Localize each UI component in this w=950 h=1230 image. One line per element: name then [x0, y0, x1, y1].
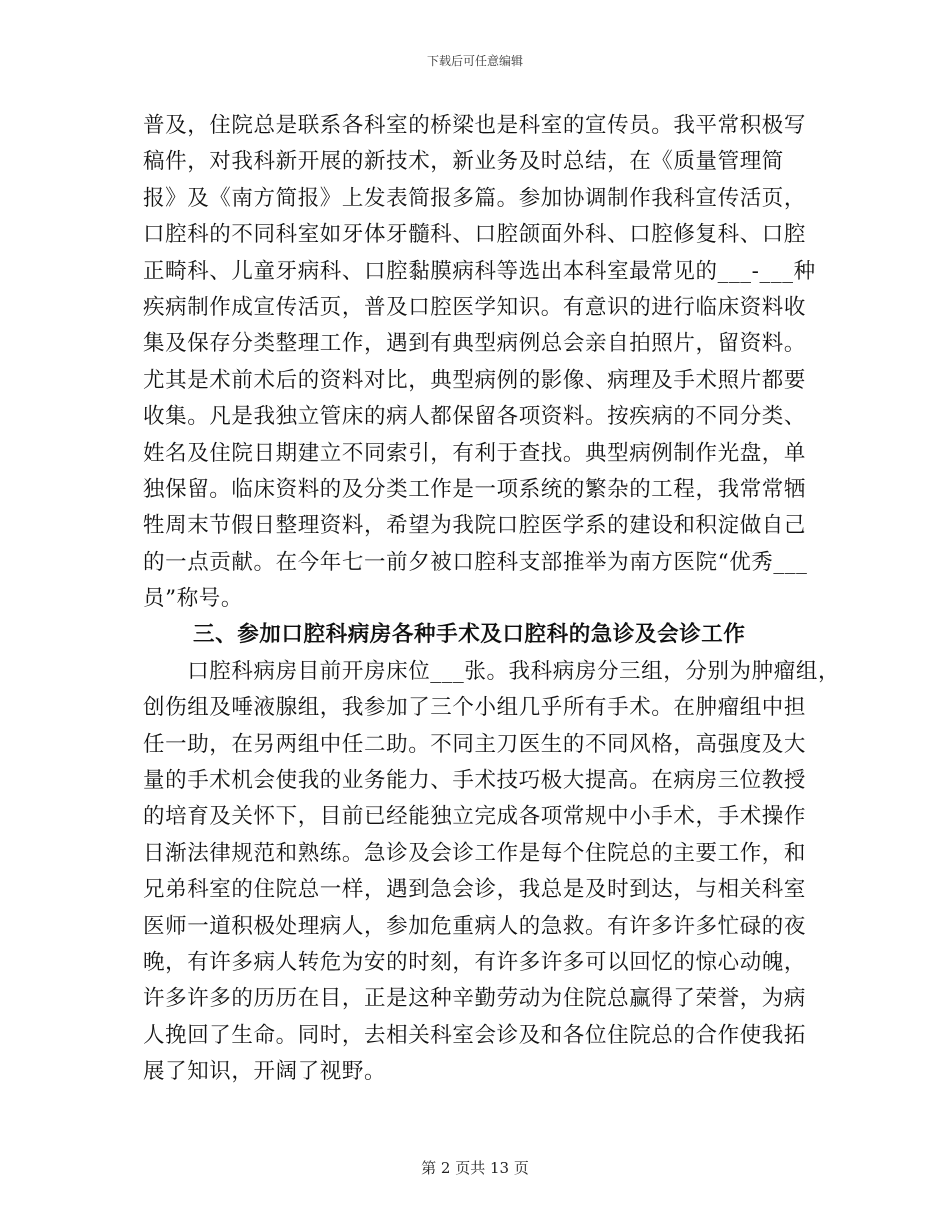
body-line: 正畸科、儿童牙病科、口腔黏膜病科等选出本科室最常见的___-___种 — [143, 258, 816, 284]
body-line: 量的手术机会使我的业务能力、手术技巧极大提高。在病房三位教授 — [143, 768, 807, 794]
body-line: 独保留。临床资料的及分类工作是一项系统的繁杂的工程，我常常牺 — [143, 476, 807, 502]
page-footer: 第 2 页共 13 页 — [421, 1159, 529, 1177]
body-line: 的培育及关怀下，目前已经能独立完成各项常规中小手术，手术操作 — [143, 804, 807, 830]
body-line: 创伤组及唾液腺组，我参加了三个小组几乎所有手术。在肿瘤组中担 — [143, 695, 807, 721]
body-line: 日渐法律规范和熟练。急诊及会诊工作是每个住院总的主要工作，和 — [143, 840, 807, 866]
body-line: 尤其是术前术后的资料对比，典型病例的影像、病理及手术照片都要 — [143, 367, 807, 393]
body-line: 任一助，在另两组中任二助。不同主刀医生的不同风格，高强度及大 — [143, 731, 807, 757]
body-line: 口腔科的不同科室如牙体牙髓科、口腔颌面外科、口腔修复科、口腔 — [143, 222, 807, 248]
body-line: 晚，有许多病人转危为安的时刻，有许多许多可以回忆的惊心动魄， — [143, 949, 807, 975]
body-line: 口腔科病房目前开房床位___张。我科病房分三组，分别为肿瘤组， — [143, 658, 841, 684]
body-line: 稿件，对我科新开展的新技术，新业务及时总结，在《质量管理简 — [143, 149, 784, 175]
document-body — [143, 108, 841, 1091]
body-line: 员”称号。 — [143, 586, 243, 612]
body-line: 人挽回了生命。同时，去相关科室会诊及和各位住院总的合作使我拓 — [143, 1022, 807, 1048]
page-header: 下载后可任意编辑 — [426, 54, 523, 68]
body-line: 姓名及住院日期建立不同索引，有利于查找。典型病例制作光盘，单 — [143, 440, 807, 466]
body-line: 普及，住院总是联系各科室的桥梁也是科室的宣传员。我平常积极写 — [143, 113, 807, 138]
body-line: 的一点贡献。在今年七一前夕被口腔科支部推举为南方医院“优秀___ — [143, 549, 808, 575]
section-heading: 三、参加口腔科病房各种手术及口腔科的急诊及会诊工作 — [193, 622, 746, 648]
body-line: 收集。凡是我独立管床的病人都保留各项资料。按疾病的不同分类、 — [143, 404, 807, 430]
body-line: 集及保存分类整理工作，遇到有典型病例总会亲自拍照片，留资料。 — [143, 331, 807, 357]
body-line: 牲周末节假日整理资料，希望为我院口腔医学系的建设和积淀做自己 — [143, 513, 807, 539]
body-line: 报》及《南方简报》上发表简报多篇。参加协调制作我科宣传活页， — [143, 185, 807, 211]
body-line: 兄弟科室的住院总一样，遇到急会诊，我总是及时到达，与相关科室 — [143, 877, 807, 903]
body-line: 医师一道积极处理病人，参加危重病人的急救。有许多许多忙碌的夜 — [143, 913, 807, 939]
body-line: 许多许多的历历在目，正是这种辛勤劳动为住院总赢得了荣誉，为病 — [143, 986, 807, 1012]
body-line: 疾病制作成宣传活页，普及口腔医学知识。有意识的进行临床资料收 — [143, 294, 807, 320]
body-line: 展了知识，开阔了视野。 — [143, 1059, 387, 1085]
